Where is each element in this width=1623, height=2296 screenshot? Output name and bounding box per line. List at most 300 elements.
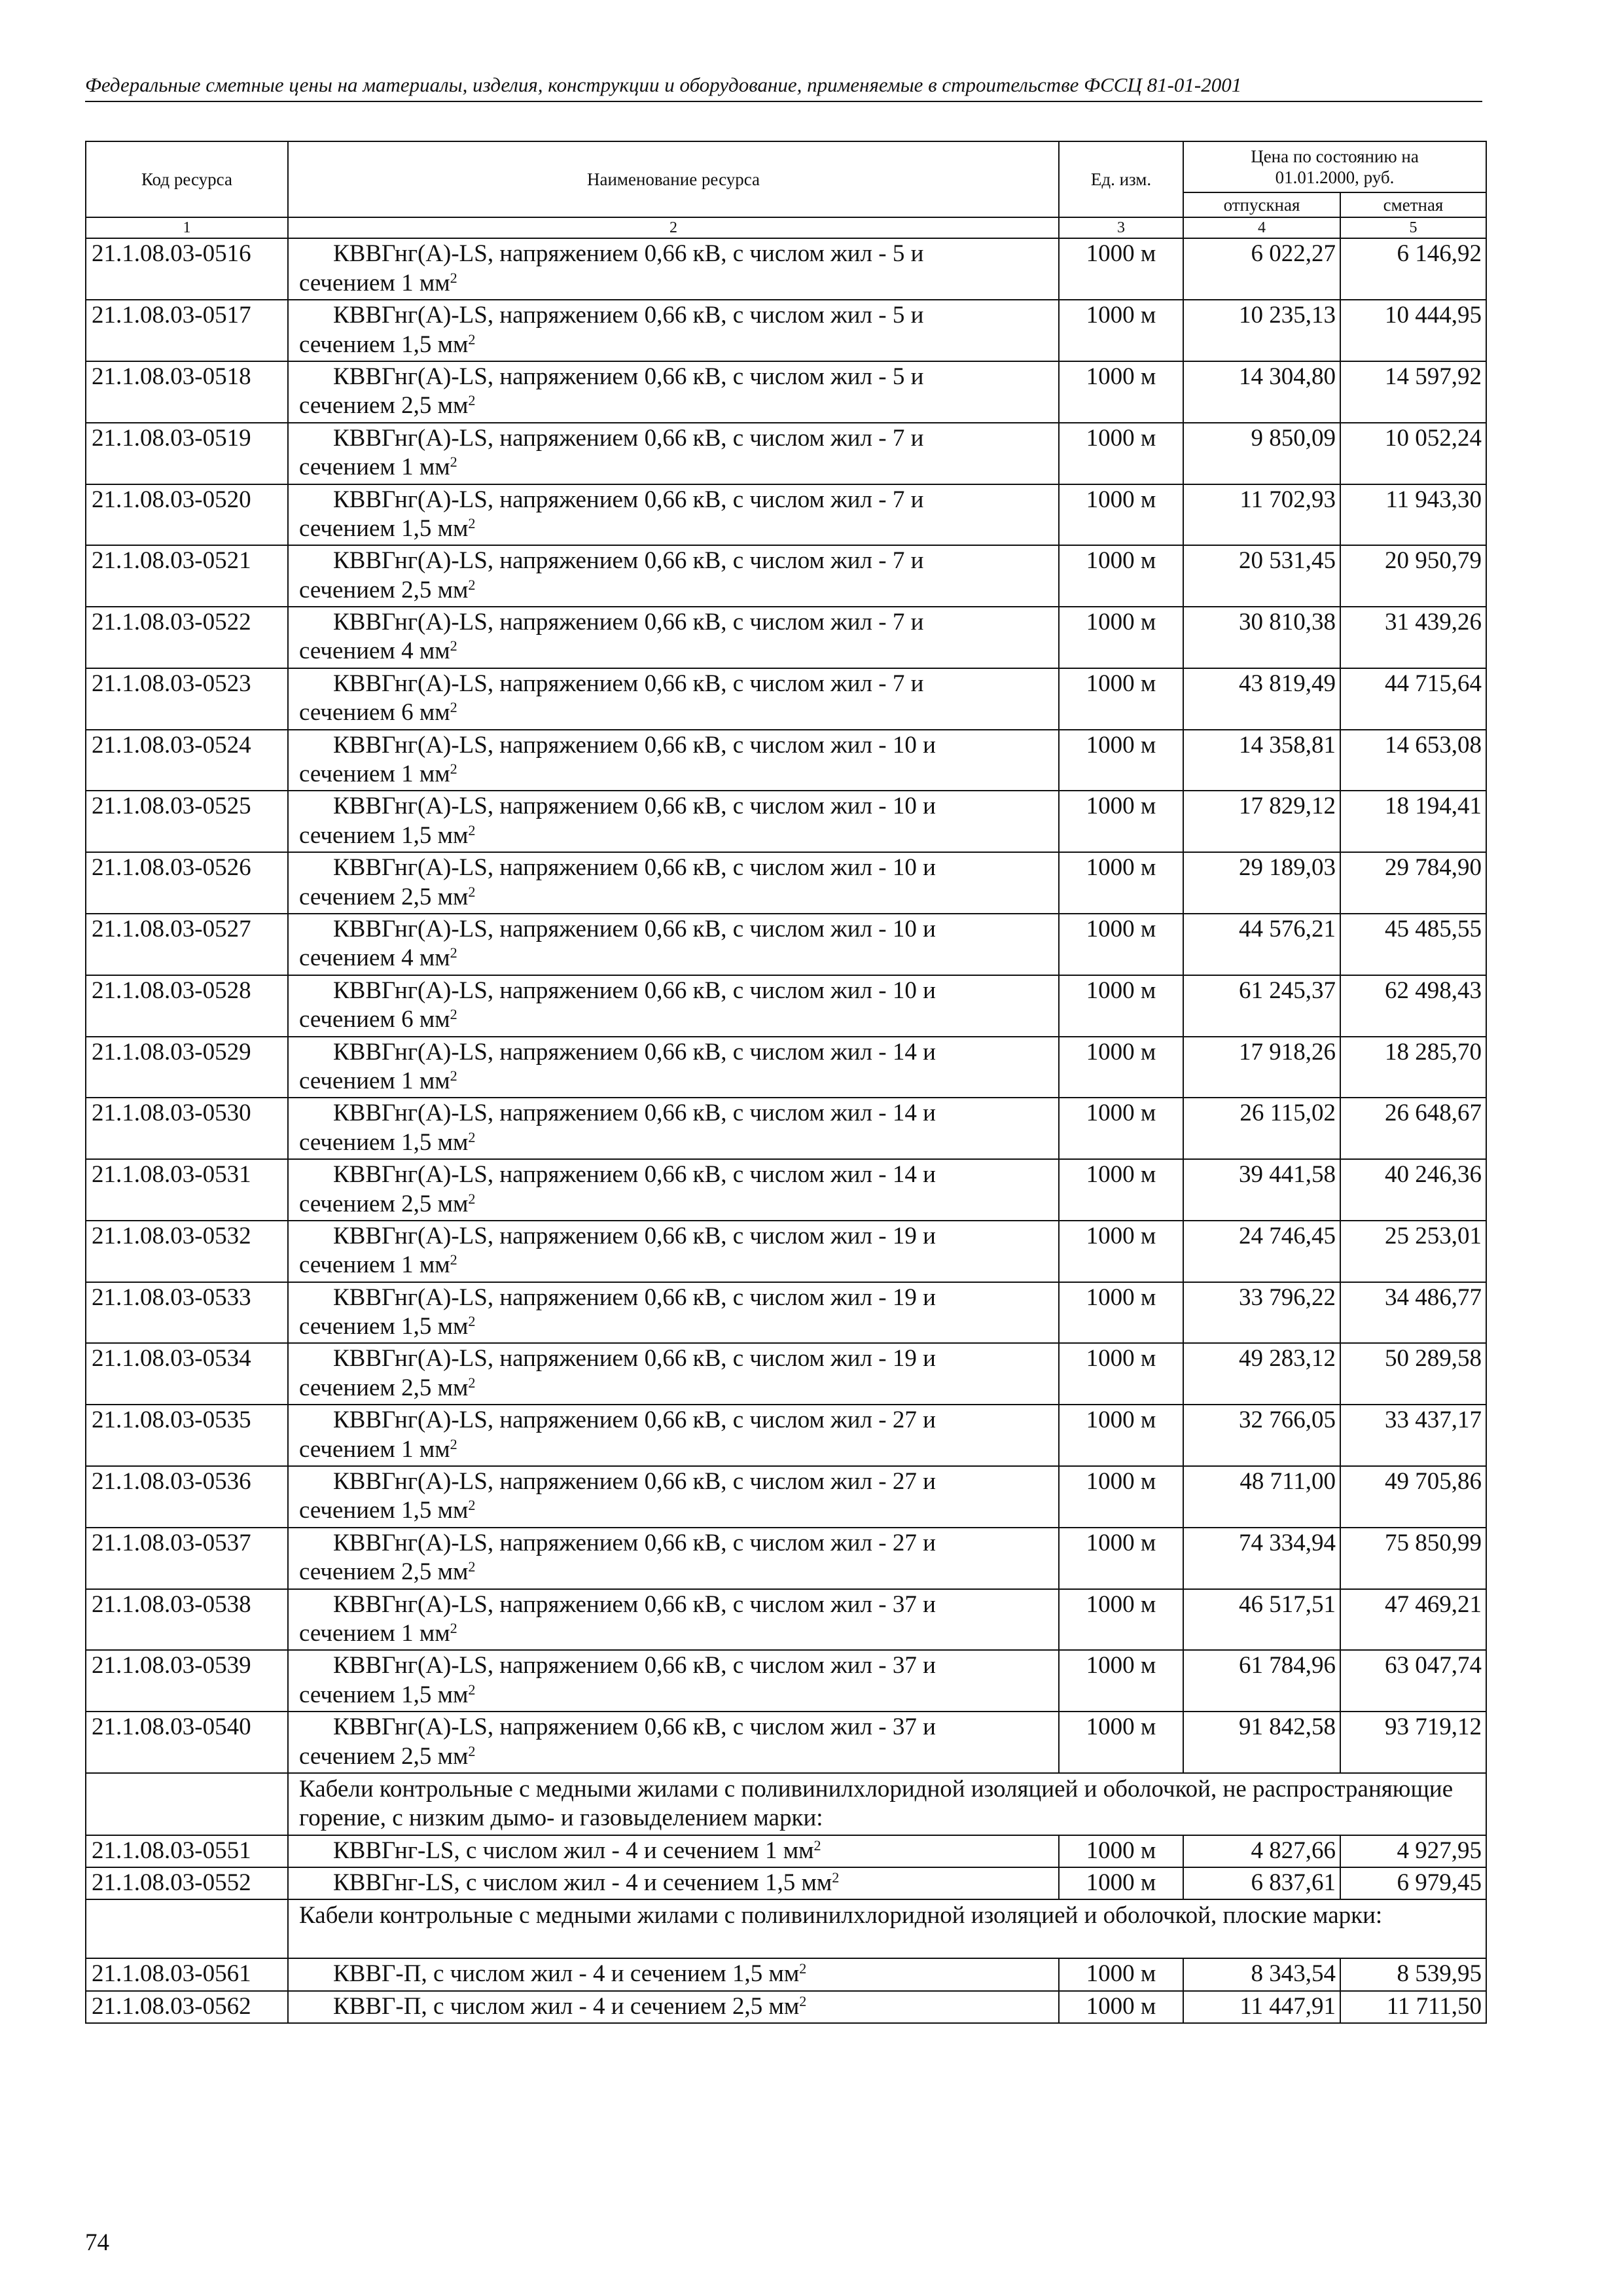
table-row <box>86 1867 1486 1899</box>
table-row <box>86 423 1486 484</box>
column-number: 5 <box>1340 217 1486 238</box>
release-price: 46 517,51 <box>1183 1589 1340 1651</box>
resource-code: 21.1.08.03-0552 <box>86 1867 288 1899</box>
unit-of-measure: 1000 м <box>1059 1098 1183 1159</box>
superscript-two: 2 <box>450 1619 457 1636</box>
resource-code: 21.1.08.03-0536 <box>86 1466 288 1528</box>
release-price: 33 796,22 <box>1183 1282 1340 1344</box>
section-title: Кабели контрольные с медными жилами с поливинилхлоридной изоляцией и оболочкой, не распространяющие горение, с низким дымо- и газовыделением марки: <box>288 1773 1486 1835</box>
resource-name <box>288 1958 1059 1990</box>
superscript-two: 2 <box>450 1005 457 1022</box>
resource-name <box>288 668 1059 730</box>
superscript-two: 2 <box>813 1837 821 1854</box>
cross-section-text: сечением 6 мм <box>299 699 450 726</box>
table-row <box>86 1958 1486 1990</box>
estimate-price: 34 486,77 <box>1340 1282 1486 1344</box>
price-table <box>85 141 1487 2024</box>
estimate-price: 47 469,21 <box>1340 1589 1486 1651</box>
resource-name <box>288 1867 1059 1899</box>
table-row <box>86 1343 1486 1405</box>
resource-name <box>288 1650 1059 1712</box>
release-price: 11 447,91 <box>1183 1991 1340 2023</box>
unit-of-measure: 1000 м <box>1059 1282 1183 1344</box>
resource-name-line2 <box>299 1312 1054 1341</box>
resource-name <box>288 1991 1059 2023</box>
cross-section-text: сечением 1,5 мм <box>299 514 469 542</box>
release-price: 9 850,09 <box>1183 423 1340 484</box>
unit-of-measure: 1000 м <box>1059 730 1183 791</box>
resource-name-text: КВВГнг-LS, с числом жил - 4 и сечением 1 мм <box>333 1837 814 1864</box>
resource-name-line2 <box>299 1005 1054 1034</box>
resource-name-line2 <box>299 698 1054 727</box>
cross-section-text: сечением 2,5 мм <box>299 1558 469 1586</box>
superscript-two: 2 <box>468 1558 476 1575</box>
header-code: Код ресурса <box>86 141 288 217</box>
estimate-price: 20 950,79 <box>1340 545 1486 607</box>
resource-code: 21.1.08.03-0516 <box>86 238 288 300</box>
resource-name-line1: КВВГнг(А)-LS, напряжением 0,66 кВ, с числом жил - 37 и <box>333 1590 936 1618</box>
resource-name-line1: КВВГнг(А)-LS, напряжением 0,66 кВ, с числом жил - 14 и <box>333 1038 936 1066</box>
table-row <box>86 791 1486 852</box>
superscript-two: 2 <box>468 514 476 531</box>
superscript-two: 2 <box>450 269 457 286</box>
release-price: 11 702,93 <box>1183 484 1340 546</box>
unit-of-measure: 1000 м <box>1059 238 1183 300</box>
superscript-two: 2 <box>468 576 476 593</box>
resource-name-line1: КВВГнг(А)-LS, напряжением 0,66 кВ, с числом жил - 5 и <box>333 302 924 329</box>
release-price: 74 334,94 <box>1183 1528 1340 1589</box>
resource-name <box>288 791 1059 852</box>
cross-section-text: сечением 2,5 мм <box>299 576 469 603</box>
resource-name-line2 <box>299 1742 1054 1771</box>
resource-code: 21.1.08.03-0521 <box>86 545 288 607</box>
resource-code: 21.1.08.03-0528 <box>86 975 288 1037</box>
unit-of-measure: 1000 м <box>1059 1867 1183 1899</box>
resource-name <box>288 852 1059 914</box>
resource-name-line2 <box>299 331 1054 359</box>
release-price: 26 115,02 <box>1183 1098 1340 1159</box>
estimate-price: 14 653,08 <box>1340 730 1486 791</box>
resource-name-line1: КВВГнг(А)-LS, напряжением 0,66 кВ, с числом жил - 7 и <box>333 486 924 513</box>
unit-of-measure: 1000 м <box>1059 1958 1183 1990</box>
cross-section-text: сечением 4 мм <box>299 944 450 972</box>
release-price: 49 283,12 <box>1183 1343 1340 1405</box>
estimate-price: 93 719,12 <box>1340 1712 1486 1773</box>
resource-code: 21.1.08.03-0532 <box>86 1221 288 1282</box>
resource-name-line2 <box>299 1067 1054 1096</box>
table-body <box>86 238 1486 2023</box>
unit-of-measure: 1000 м <box>1059 423 1183 484</box>
estimate-price: 11 943,30 <box>1340 484 1486 546</box>
superscript-two: 2 <box>468 821 476 838</box>
resource-name-line1: КВВГнг(А)-LS, напряжением 0,66 кВ, с числом жил - 14 и <box>333 1161 936 1189</box>
resource-name-line1: КВВГнг(А)-LS, напряжением 0,66 кВ, с числом жил - 19 и <box>333 1345 936 1372</box>
resource-name-line <box>299 1869 1054 1897</box>
table-row <box>86 238 1486 300</box>
resource-name-line1: КВВГнг(А)-LS, напряжением 0,66 кВ, с числом жил - 7 и <box>333 547 924 575</box>
estimate-price: 8 539,95 <box>1340 1958 1486 1990</box>
resource-name <box>288 1528 1059 1589</box>
cross-section-text: сечением 2,5 мм <box>299 392 469 420</box>
resource-code: 21.1.08.03-0533 <box>86 1282 288 1344</box>
release-price: 48 711,00 <box>1183 1466 1340 1528</box>
table-row <box>86 1835 1486 1867</box>
estimate-price: 14 597,92 <box>1340 361 1486 423</box>
column-number: 2 <box>288 217 1059 238</box>
resource-code: 21.1.08.03-0519 <box>86 423 288 484</box>
table-row <box>86 1405 1486 1466</box>
table-row <box>86 668 1486 730</box>
resource-name-line1: КВВГнг(А)-LS, напряжением 0,66 кВ, с числом жил - 37 и <box>333 1652 936 1679</box>
superscript-two: 2 <box>450 1251 457 1268</box>
header-estimate: сметная <box>1340 192 1486 217</box>
table-row <box>86 730 1486 791</box>
resource-name-line1: КВВГнг(А)-LS, напряжением 0,66 кВ, с числом жил - 7 и <box>333 609 924 636</box>
release-price: 44 576,21 <box>1183 914 1340 975</box>
section-heading-row <box>86 1773 1486 1835</box>
resource-code: 21.1.08.03-0522 <box>86 607 288 668</box>
release-price: 14 358,81 <box>1183 730 1340 791</box>
table-row <box>86 1282 1486 1344</box>
cross-section-text: сечением 1 мм <box>299 454 450 481</box>
resource-name-line2 <box>299 1128 1054 1157</box>
cross-section-text: сечением 1 мм <box>299 1619 450 1647</box>
superscript-two: 2 <box>832 1869 840 1886</box>
resource-name <box>288 1343 1059 1405</box>
table-row <box>86 300 1486 361</box>
resource-code: 21.1.08.03-0534 <box>86 1343 288 1405</box>
column-number: 1 <box>86 217 288 238</box>
resource-name-line2 <box>299 269 1054 298</box>
resource-code: 21.1.08.03-0529 <box>86 1037 288 1098</box>
estimate-price: 63 047,74 <box>1340 1650 1486 1712</box>
resource-name-line2 <box>299 760 1054 789</box>
cross-section-text: сечением 2,5 мм <box>299 883 469 910</box>
resource-name <box>288 607 1059 668</box>
page-number: 74 <box>85 2229 109 2256</box>
unit-of-measure: 1000 м <box>1059 1528 1183 1589</box>
resource-name-line2 <box>299 637 1054 666</box>
release-price: 10 235,13 <box>1183 300 1340 361</box>
superscript-two: 2 <box>468 1497 476 1514</box>
running-header: Федеральные сметные цены на материалы, изделия, конструкции и оборудование, применяемые в строительстве ФССЦ 81-01-2001 <box>85 73 1482 102</box>
resource-name-line2 <box>299 1435 1054 1464</box>
cross-section-text: сечением 2,5 мм <box>299 1742 469 1770</box>
table-row <box>86 545 1486 607</box>
estimate-price: 31 439,26 <box>1340 607 1486 668</box>
resource-name <box>288 1282 1059 1344</box>
resource-code: 21.1.08.03-0523 <box>86 668 288 730</box>
release-price: 6 837,61 <box>1183 1867 1340 1899</box>
resource-name <box>288 484 1059 546</box>
cross-section-text: сечением 1 мм <box>299 1067 450 1094</box>
table-row <box>86 1037 1486 1098</box>
section-code-empty <box>86 1773 288 1835</box>
unit-of-measure: 1000 м <box>1059 1589 1183 1651</box>
release-price: 17 829,12 <box>1183 791 1340 852</box>
release-price: 61 245,37 <box>1183 975 1340 1037</box>
release-price: 20 531,45 <box>1183 545 1340 607</box>
superscript-two: 2 <box>468 331 476 348</box>
superscript-two: 2 <box>450 760 457 777</box>
resource-code: 21.1.08.03-0561 <box>86 1958 288 1990</box>
unit-of-measure: 1000 м <box>1059 668 1183 730</box>
header-name: Наименование ресурса <box>288 141 1059 217</box>
cross-section-text: сечением 4 мм <box>299 637 450 665</box>
release-price: 61 784,96 <box>1183 1650 1340 1712</box>
table-row <box>86 1712 1486 1773</box>
resource-name-line2 <box>299 1681 1054 1710</box>
estimate-price: 29 784,90 <box>1340 852 1486 914</box>
resource-name-line2 <box>299 821 1054 850</box>
resource-name-line1: КВВГнг(А)-LS, напряжением 0,66 кВ, с числом жил - 27 и <box>333 1468 936 1496</box>
superscript-two: 2 <box>799 1960 807 1977</box>
cross-section-text: сечением 1 мм <box>299 761 450 788</box>
cross-section-text: сечением 1,5 мм <box>299 821 469 849</box>
unit-of-measure: 1000 м <box>1059 1221 1183 1282</box>
resource-code: 21.1.08.03-0525 <box>86 791 288 852</box>
resource-name <box>288 730 1059 791</box>
resource-name-line1: КВВГнг(А)-LS, напряжением 0,66 кВ, с числом жил - 5 и <box>333 240 924 268</box>
resource-name <box>288 1221 1059 1282</box>
table-row <box>86 852 1486 914</box>
unit-of-measure: 1000 м <box>1059 1835 1183 1867</box>
resource-name-line1: КВВГнг(А)-LS, напряжением 0,66 кВ, с числом жил - 10 и <box>333 915 936 942</box>
estimate-price: 6 146,92 <box>1340 238 1486 300</box>
unit-of-measure: 1000 м <box>1059 852 1183 914</box>
unit-of-measure: 1000 м <box>1059 361 1183 423</box>
release-price: 39 441,58 <box>1183 1159 1340 1221</box>
header-release: отпускная <box>1183 192 1340 217</box>
unit-of-measure: 1000 м <box>1059 1343 1183 1405</box>
superscript-two: 2 <box>450 637 457 655</box>
resource-name-line1: КВВГнг(А)-LS, напряжением 0,66 кВ, с числом жил - 10 и <box>333 854 936 882</box>
table-row <box>86 361 1486 423</box>
unit-of-measure: 1000 м <box>1059 545 1183 607</box>
resource-name <box>288 1405 1059 1466</box>
release-price: 14 304,80 <box>1183 361 1340 423</box>
resource-name <box>288 300 1059 361</box>
resource-name-text: КВВГ-П, с числом жил - 4 и сечением 2,5 мм <box>333 1992 800 2020</box>
release-price: 91 842,58 <box>1183 1712 1340 1773</box>
header-price-group <box>1183 141 1486 192</box>
resource-code: 21.1.08.03-0535 <box>86 1405 288 1466</box>
table-row <box>86 1991 1486 2023</box>
superscript-two: 2 <box>468 1374 476 1391</box>
column-numbers-row <box>86 217 1486 238</box>
cross-section-text: сечением 1 мм <box>299 1435 450 1463</box>
estimate-price: 4 927,95 <box>1340 1835 1486 1867</box>
resource-name <box>288 423 1059 484</box>
release-price: 43 819,49 <box>1183 668 1340 730</box>
superscript-two: 2 <box>468 1681 476 1698</box>
section-title: Кабели контрольные с медными жилами с поливинилхлоридной изоляцией и оболочкой, плоские марки: <box>288 1899 1486 1958</box>
unit-of-measure: 1000 м <box>1059 300 1183 361</box>
table-row <box>86 1221 1486 1282</box>
header-price-line2: 01.01.2000, руб. <box>1275 168 1395 187</box>
cross-section-text: сечением 2,5 мм <box>299 1190 469 1217</box>
resource-name-text: КВВГнг-LS, с числом жил - 4 и сечением 1,5 мм <box>333 1869 832 1897</box>
estimate-price: 26 648,67 <box>1340 1098 1486 1159</box>
superscript-two: 2 <box>468 883 476 900</box>
table-row <box>86 1466 1486 1528</box>
table-row <box>86 975 1486 1037</box>
unit-of-measure: 1000 м <box>1059 607 1183 668</box>
estimate-price: 75 850,99 <box>1340 1528 1486 1589</box>
superscript-two: 2 <box>450 1067 457 1084</box>
resource-name-line1: КВВГнг(А)-LS, напряжением 0,66 кВ, с числом жил - 10 и <box>333 731 936 759</box>
column-number: 3 <box>1059 217 1183 238</box>
resource-name-line2 <box>299 1619 1054 1648</box>
resource-name-line1: КВВГнг(А)-LS, напряжением 0,66 кВ, с числом жил - 5 и <box>333 363 924 390</box>
table-row <box>86 1650 1486 1712</box>
superscript-two: 2 <box>468 1128 476 1145</box>
resource-code: 21.1.08.03-0527 <box>86 914 288 975</box>
resource-code: 21.1.08.03-0524 <box>86 730 288 791</box>
estimate-price: 10 444,95 <box>1340 300 1486 361</box>
resource-code: 21.1.08.03-0538 <box>86 1589 288 1651</box>
resource-code: 21.1.08.03-0537 <box>86 1528 288 1589</box>
resource-name <box>288 1466 1059 1528</box>
estimate-price: 18 285,70 <box>1340 1037 1486 1098</box>
resource-name <box>288 1712 1059 1773</box>
resource-name-line2 <box>299 453 1054 482</box>
resource-code: 21.1.08.03-0562 <box>86 1991 288 2023</box>
table-row <box>86 484 1486 546</box>
unit-of-measure: 1000 м <box>1059 1712 1183 1773</box>
table-row <box>86 607 1486 668</box>
resource-name-text: КВВГ-П, с числом жил - 4 и сечением 1,5 мм <box>333 1960 800 1988</box>
section-heading-row <box>86 1899 1486 1958</box>
resource-name-line2 <box>299 514 1054 543</box>
estimate-price: 25 253,01 <box>1340 1221 1486 1282</box>
resource-name <box>288 545 1059 607</box>
superscript-two: 2 <box>468 392 476 409</box>
release-price: 32 766,05 <box>1183 1405 1340 1466</box>
release-price: 30 810,38 <box>1183 607 1340 668</box>
cross-section-text: сечением 1,5 мм <box>299 1313 469 1340</box>
resource-name-line1: КВВГнг(А)-LS, напряжением 0,66 кВ, с числом жил - 7 и <box>333 424 924 452</box>
unit-of-measure: 1000 м <box>1059 1466 1183 1528</box>
estimate-price: 11 711,50 <box>1340 1991 1486 2023</box>
superscript-two: 2 <box>450 453 457 470</box>
unit-of-measure: 1000 м <box>1059 1991 1183 2023</box>
estimate-price: 18 194,41 <box>1340 791 1486 852</box>
resource-name-line1: КВВГнг(А)-LS, напряжением 0,66 кВ, с числом жил - 10 и <box>333 977 936 1004</box>
superscript-two: 2 <box>450 1435 457 1452</box>
resource-name-line2 <box>299 944 1054 973</box>
resource-code: 21.1.08.03-0540 <box>86 1712 288 1773</box>
release-price: 4 827,66 <box>1183 1835 1340 1867</box>
resource-name-line <box>299 1992 1054 2021</box>
estimate-price: 33 437,17 <box>1340 1405 1486 1466</box>
column-number: 4 <box>1183 217 1340 238</box>
release-price: 8 343,54 <box>1183 1958 1340 1990</box>
unit-of-measure: 1000 м <box>1059 1405 1183 1466</box>
superscript-two: 2 <box>799 1992 807 2009</box>
unit-of-measure: 1000 м <box>1059 1037 1183 1098</box>
table-row <box>86 1098 1486 1159</box>
unit-of-measure: 1000 м <box>1059 975 1183 1037</box>
resource-name <box>288 361 1059 423</box>
resource-name <box>288 1835 1059 1867</box>
resource-name-line2 <box>299 883 1054 912</box>
estimate-price: 50 289,58 <box>1340 1343 1486 1405</box>
resource-name-line2 <box>299 391 1054 420</box>
resource-name-line1: КВВГнг(А)-LS, напряжением 0,66 кВ, с числом жил - 19 и <box>333 1222 936 1249</box>
release-price: 17 918,26 <box>1183 1037 1340 1098</box>
resource-code: 21.1.08.03-0531 <box>86 1159 288 1221</box>
resource-code: 21.1.08.03-0520 <box>86 484 288 546</box>
resource-name-line <box>299 1837 1054 1865</box>
estimate-price: 6 979,45 <box>1340 1867 1486 1899</box>
unit-of-measure: 1000 м <box>1059 914 1183 975</box>
resource-code: 21.1.08.03-0526 <box>86 852 288 914</box>
section-code-empty <box>86 1899 288 1958</box>
resource-name <box>288 1159 1059 1221</box>
resource-name-line2 <box>299 1496 1054 1525</box>
resource-name <box>288 1098 1059 1159</box>
resource-name-line2 <box>299 576 1054 605</box>
estimate-price: 62 498,43 <box>1340 975 1486 1037</box>
superscript-two: 2 <box>450 944 457 961</box>
resource-name-line1: КВВГнг(А)-LS, напряжением 0,66 кВ, с числом жил - 37 и <box>333 1713 936 1741</box>
superscript-two: 2 <box>468 1312 476 1329</box>
resource-code: 21.1.08.03-0530 <box>86 1098 288 1159</box>
resource-name-line2 <box>299 1558 1054 1587</box>
superscript-two: 2 <box>468 1190 476 1207</box>
header-price-line1: Цена по состоянию на <box>1251 146 1419 166</box>
resource-name-line1: КВВГнг(А)-LS, напряжением 0,66 кВ, с числом жил - 7 и <box>333 670 924 697</box>
estimate-price: 10 052,24 <box>1340 423 1486 484</box>
resource-name-line2 <box>299 1190 1054 1219</box>
release-price: 24 746,45 <box>1183 1221 1340 1282</box>
resource-name-line1: КВВГнг(А)-LS, напряжением 0,66 кВ, с числом жил - 27 и <box>333 1529 936 1556</box>
cross-section-text: сечением 1 мм <box>299 269 450 296</box>
resource-code: 21.1.08.03-0517 <box>86 300 288 361</box>
resource-name <box>288 1037 1059 1098</box>
cross-section-text: сечением 1,5 мм <box>299 1681 469 1708</box>
cross-section-text: сечением 1,5 мм <box>299 1497 469 1524</box>
cross-section-text: сечением 6 мм <box>299 1006 450 1033</box>
table-row <box>86 914 1486 975</box>
release-price: 29 189,03 <box>1183 852 1340 914</box>
resource-name-line1: КВВГнг(А)-LS, напряжением 0,66 кВ, с числом жил - 27 и <box>333 1407 936 1434</box>
estimate-price: 40 246,36 <box>1340 1159 1486 1221</box>
resource-name-line1: КВВГнг(А)-LS, напряжением 0,66 кВ, с числом жил - 19 и <box>333 1283 936 1311</box>
estimate-price: 44 715,64 <box>1340 668 1486 730</box>
release-price: 6 022,27 <box>1183 238 1340 300</box>
cross-section-text: сечением 1,5 мм <box>299 1128 469 1156</box>
resource-code: 21.1.08.03-0518 <box>86 361 288 423</box>
superscript-two: 2 <box>450 699 457 716</box>
estimate-price: 45 485,55 <box>1340 914 1486 975</box>
resource-name-line1: КВВГнг(А)-LS, напряжением 0,66 кВ, с числом жил - 10 и <box>333 793 936 820</box>
resource-name <box>288 975 1059 1037</box>
resource-name-line1: КВВГнг(А)-LS, напряжением 0,66 кВ, с числом жил - 14 и <box>333 1100 936 1127</box>
superscript-two: 2 <box>468 1742 476 1759</box>
resource-code: 21.1.08.03-0551 <box>86 1835 288 1867</box>
cross-section-text: сечением 1,5 мм <box>299 331 469 358</box>
resource-name <box>288 238 1059 300</box>
cross-section-text: сечением 1 мм <box>299 1251 450 1279</box>
header-unit: Ед. изм. <box>1059 141 1183 217</box>
resource-name-line2 <box>299 1251 1054 1280</box>
estimate-price: 49 705,86 <box>1340 1466 1486 1528</box>
resource-name-line2 <box>299 1374 1054 1403</box>
table-row <box>86 1159 1486 1221</box>
resource-code: 21.1.08.03-0539 <box>86 1650 288 1712</box>
